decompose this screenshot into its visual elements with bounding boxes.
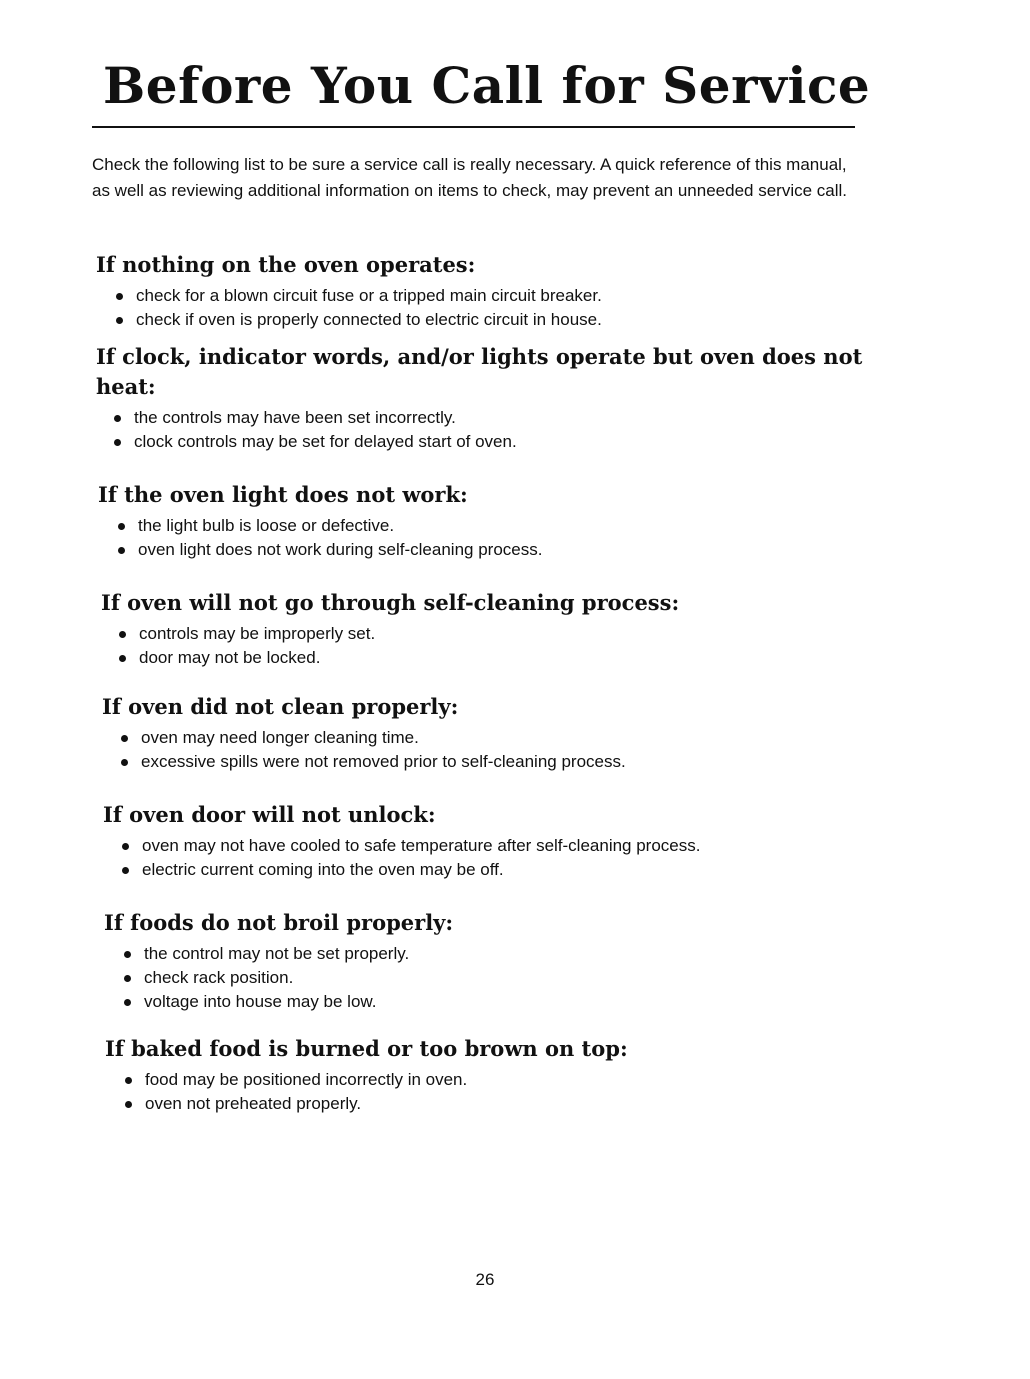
section-oven-light (98, 480, 898, 562)
list-item-text: voltage into house may be low. (144, 992, 377, 1011)
bullet-icon (119, 631, 126, 638)
list-item (123, 1092, 905, 1116)
bullet-icon (122, 843, 129, 850)
section-nothing-operates (96, 250, 896, 332)
section-heading: If nothing on the oven operates: (96, 252, 476, 277)
bullet-icon (114, 415, 121, 422)
bullet-icon (114, 439, 121, 446)
section-heading: If oven did not clean properly: (102, 694, 459, 719)
list-item (116, 538, 898, 562)
list-item (120, 834, 903, 858)
section-broil (104, 908, 904, 1014)
list-item (117, 622, 901, 646)
list-item-text: door may not be locked. (139, 648, 321, 667)
bullet-icon (122, 867, 129, 874)
list-item-text: food may be positioned incorrectly in oven. (145, 1070, 468, 1089)
section-burned (105, 1034, 905, 1116)
title-underline (92, 126, 855, 128)
list-item (119, 750, 902, 774)
bullet-icon (116, 293, 123, 300)
list-item (116, 514, 898, 538)
list-item-text: the controls may have been set incorrectly. (134, 408, 456, 427)
list-item (114, 284, 896, 308)
bullet-icon (121, 759, 128, 766)
bullet-icon (119, 655, 126, 662)
section-heading: If clock, indicator words, and/or lights operate but oven does not heat: (96, 344, 863, 399)
bullet-icon (125, 1101, 132, 1108)
list-item-text: check rack position. (144, 968, 294, 987)
bullet-icon (116, 317, 123, 324)
section-door-unlock (103, 800, 903, 882)
list-item-text: excessive spills were not removed prior to self-cleaning process. (141, 752, 626, 771)
list-item-text: electric current coming into the oven may be off. (142, 860, 504, 879)
list-item-text: the light bulb is loose or defective. (138, 516, 395, 535)
list-item (122, 990, 904, 1014)
list-item (123, 1068, 905, 1092)
list-item-text: check if oven is properly connected to electric circuit in house. (136, 310, 602, 329)
section-heading: If the oven light does not work: (98, 482, 468, 507)
list-item-text: clock controls may be set for delayed start of oven. (134, 432, 517, 451)
intro-paragraph: Check the following list to be sure a service call is really necessary. A quick reference of this manual, as well as reviewing additional information on items to check, may prevent an unneeded service call. (92, 155, 848, 200)
list-item-text: oven may not have cooled to safe temperature after self-cleaning process. (142, 836, 701, 855)
list-item (112, 406, 876, 430)
bullet-icon (118, 523, 125, 530)
list-item (114, 308, 896, 332)
page-number: 26 (475, 1270, 495, 1289)
list-item (112, 430, 876, 454)
list-item (120, 858, 903, 882)
section-not-clean (102, 692, 902, 774)
section-self-cleaning (101, 588, 901, 670)
list-item (122, 942, 904, 966)
list-item-text: controls may be improperly set. (139, 624, 376, 643)
list-item (122, 966, 904, 990)
bullet-icon (124, 999, 131, 1006)
section-heading: If oven door will not unlock: (103, 802, 436, 827)
bullet-icon (118, 547, 125, 554)
list-item-text: the control may not be set properly. (144, 944, 410, 963)
section-no-heat (96, 342, 876, 454)
section-heading: If foods do not broil properly: (104, 910, 454, 935)
list-item-text: oven not preheated properly. (145, 1094, 362, 1113)
list-item-text: check for a blown circuit fuse or a tripped main circuit breaker. (136, 286, 602, 305)
list-item-text: oven may need longer cleaning time. (141, 728, 419, 747)
bullet-icon (125, 1077, 132, 1084)
bullet-icon (121, 735, 128, 742)
list-item (117, 646, 901, 670)
list-item-text: oven light does not work during self-cleaning process. (138, 540, 543, 559)
page-title: Before You Call for Service (103, 56, 871, 115)
bullet-icon (124, 951, 131, 958)
section-heading: If oven will not go through self-cleaning process: (101, 590, 680, 615)
list-item (119, 726, 902, 750)
section-heading: If baked food is burned or too brown on top: (105, 1036, 628, 1061)
bullet-icon (124, 975, 131, 982)
